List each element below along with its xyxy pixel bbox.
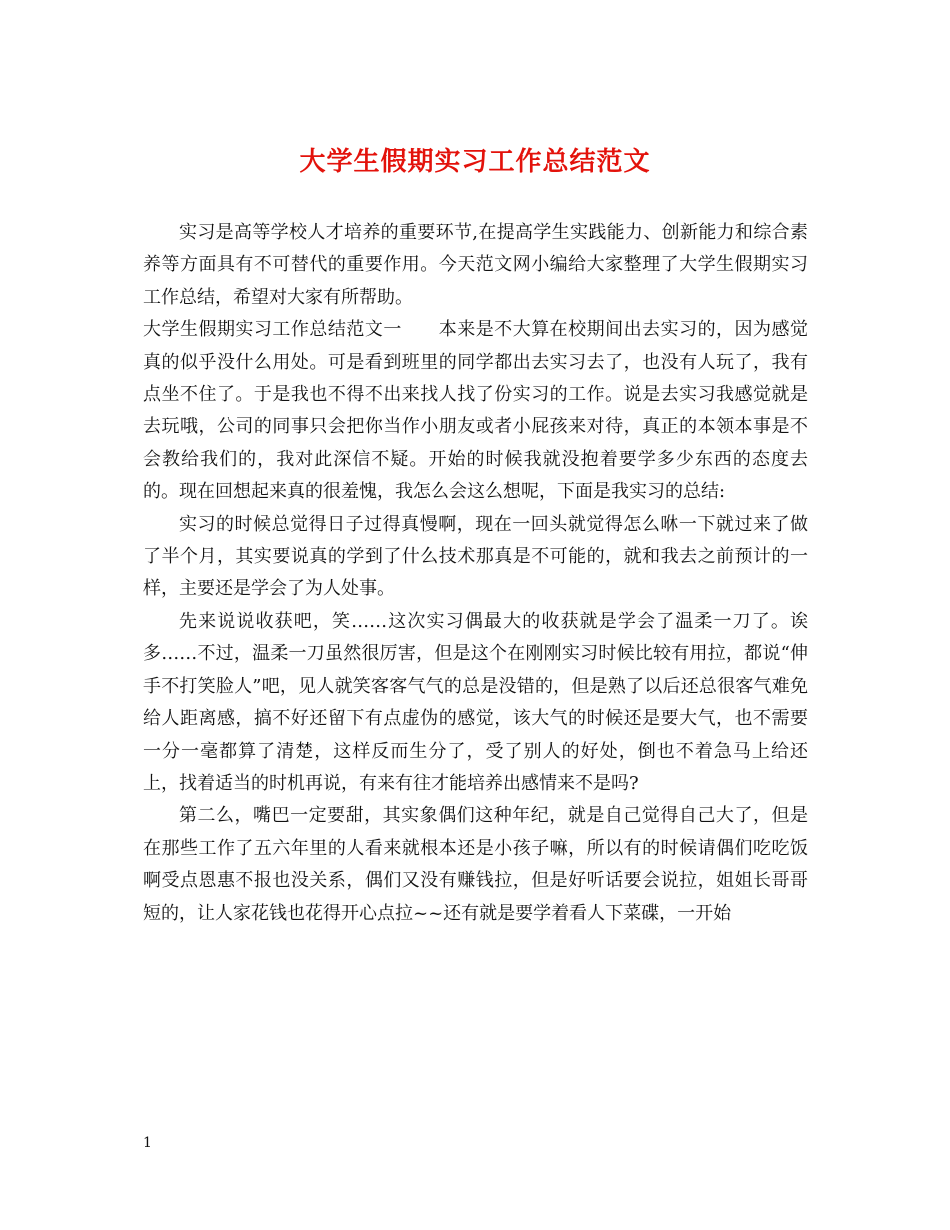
document-title: 大学生假期实习工作总结范文 (299, 147, 651, 177)
document-body (143, 217, 808, 930)
page-number: 1 (143, 1135, 152, 1151)
body-paragraph: 先来说说收获吧，笑……这次实习偶最大的收获就是学会了温柔一刀了。诶多……不过，温柔一刀虽然很厉害，但是这个在刚刚实习时候比较有用拉，都说“伸手不打笑脸人”吧，见人就笑客客气气的总是没错的，但是熟了以后还总很客气难免给人距离感，搞不好还留下有点虚伪的感觉，该大气的时候还是要大气，也不需要一分一毫都算了清楚，这样反而生分了，受了别人的好处，倒也不着急马上给还上，找着适当的时机再说，有来有往才能培养出感情来不是吗? (143, 610, 808, 794)
intro-paragraph: 实习是高等学校人才培养的重要环节,在提高学生实践能力、创新能力和综合素养等方面具有不可替代的重要作用。今天范文网小编给大家整理了大学生假期实习工作总结，希望对大家有所帮助。 (143, 222, 808, 308)
body-paragraph: 实习的时候总觉得日子过得真慢啊，现在一回头就觉得怎么咻一下就过来了做了半个月，其实要说真的学到了什么技术那真是不可能的，就和我去之前预计的一样，主要还是学会了为人处事。 (143, 513, 808, 600)
body-paragraph: 第二么，嘴巴一定要甜，其实象偶们这种年纪，就是自己觉得自己大了，但是在那些工作了五六年里的人看来就根本还是小孩子嘛，所以有的时候请偶们吃吃饭啊受点恩惠不报也没关系，偶们又没有赚钱拉，但是好听话要会说拉，姐姐长哥哥短的，让人家花钱也花得开心点拉~~还有就是要学着看人下菜碟，一开始 (143, 805, 808, 924)
section-one-paragraph: 大学生假期实习工作总结范文一 本来是不大算在校期间出去实习的，因为感觉真的似乎没什么用处。可是看到班里的同学都出去实习去了，也没有人玩了，我有点坐不住了。于是我也不得不出来找人找了份实习的工作。说是去实习我感觉就是去玩哦，公司的同事只会把你当作小朋友或者小屁孩来对待，真正的本领本事是不会教给我们的，我对此深信不疑。开始的时候我就没抱着要学多少东西的态度去的。现在回想起来真的很羞愧，我怎么会这么想呢，下面是我实习的总结: (143, 319, 808, 503)
